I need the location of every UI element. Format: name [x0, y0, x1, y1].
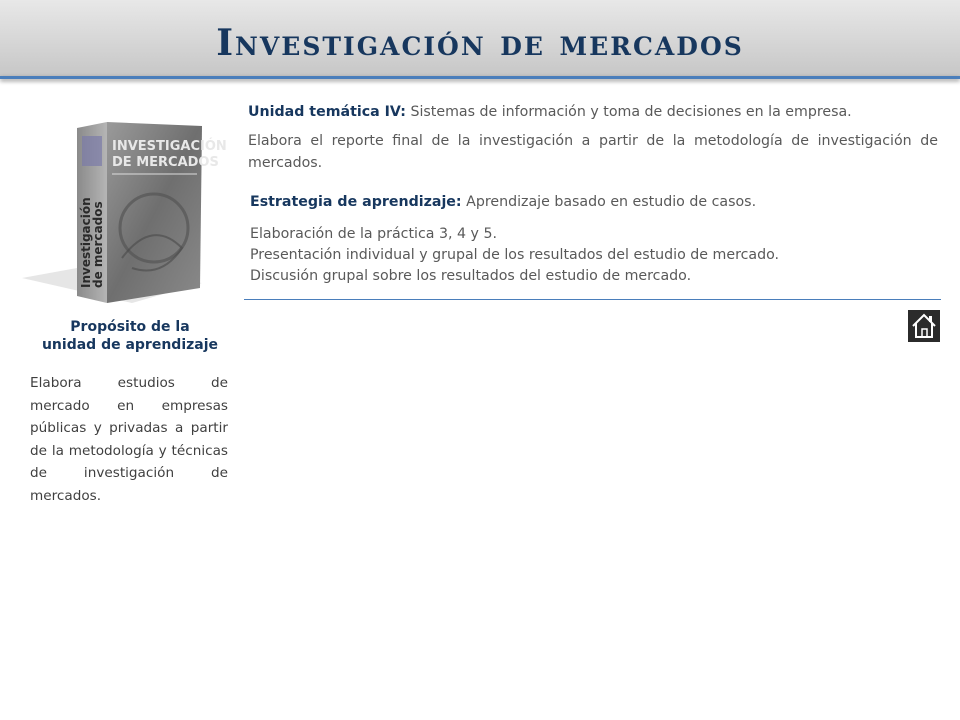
- unit-line: [248, 102, 938, 122]
- page-title: Investigación de mercados: [216, 22, 744, 64]
- home-button[interactable]: [908, 310, 940, 342]
- strategy-value: Aprendizaje basado en estudio de casos.: [461, 194, 757, 210]
- book-spine-line2: de mercados: [91, 201, 105, 288]
- book-spine-line1: Investigación: [79, 197, 93, 288]
- section-divider: [244, 299, 941, 300]
- home-icon: [908, 310, 940, 342]
- purpose-text: Elabora estudios de mercado en empresas públicas y privadas a partir de la metodología y técnicas de investigación de mercados.: [30, 375, 228, 504]
- header-divider: [0, 76, 960, 79]
- purpose-heading-line2: unidad de aprendizaje: [41, 337, 219, 353]
- book-title-line2: DE MERCADOS: [112, 155, 219, 170]
- strategy-label: Estrategia de aprendizaje:: [250, 194, 462, 210]
- unit-label: Unidad temática IV:: [248, 104, 406, 120]
- activities-list: [250, 224, 940, 287]
- book-title-line1: INVESTIGACIÓN: [112, 139, 227, 154]
- book-cover-image: [22, 118, 232, 308]
- unit-description: Elabora el reporte final de la investigación a partir de la metodología de investigación de mercados.: [248, 133, 938, 171]
- unit-value: Sistemas de información y toma de decisiones en la empresa.: [405, 104, 852, 120]
- purpose-heading: [30, 318, 230, 354]
- activity-item: Presentación individual y grupal de los resultados del estudio de mercado.: [250, 247, 780, 263]
- strategy-line: [250, 192, 940, 212]
- activity-item: Discusión grupal sobre los resultados del estudio de mercado.: [250, 268, 692, 284]
- purpose-heading-line1: Propósito de la: [70, 319, 190, 335]
- activity-item: Elaboración de la práctica 3, 4 y 5.: [250, 226, 497, 242]
